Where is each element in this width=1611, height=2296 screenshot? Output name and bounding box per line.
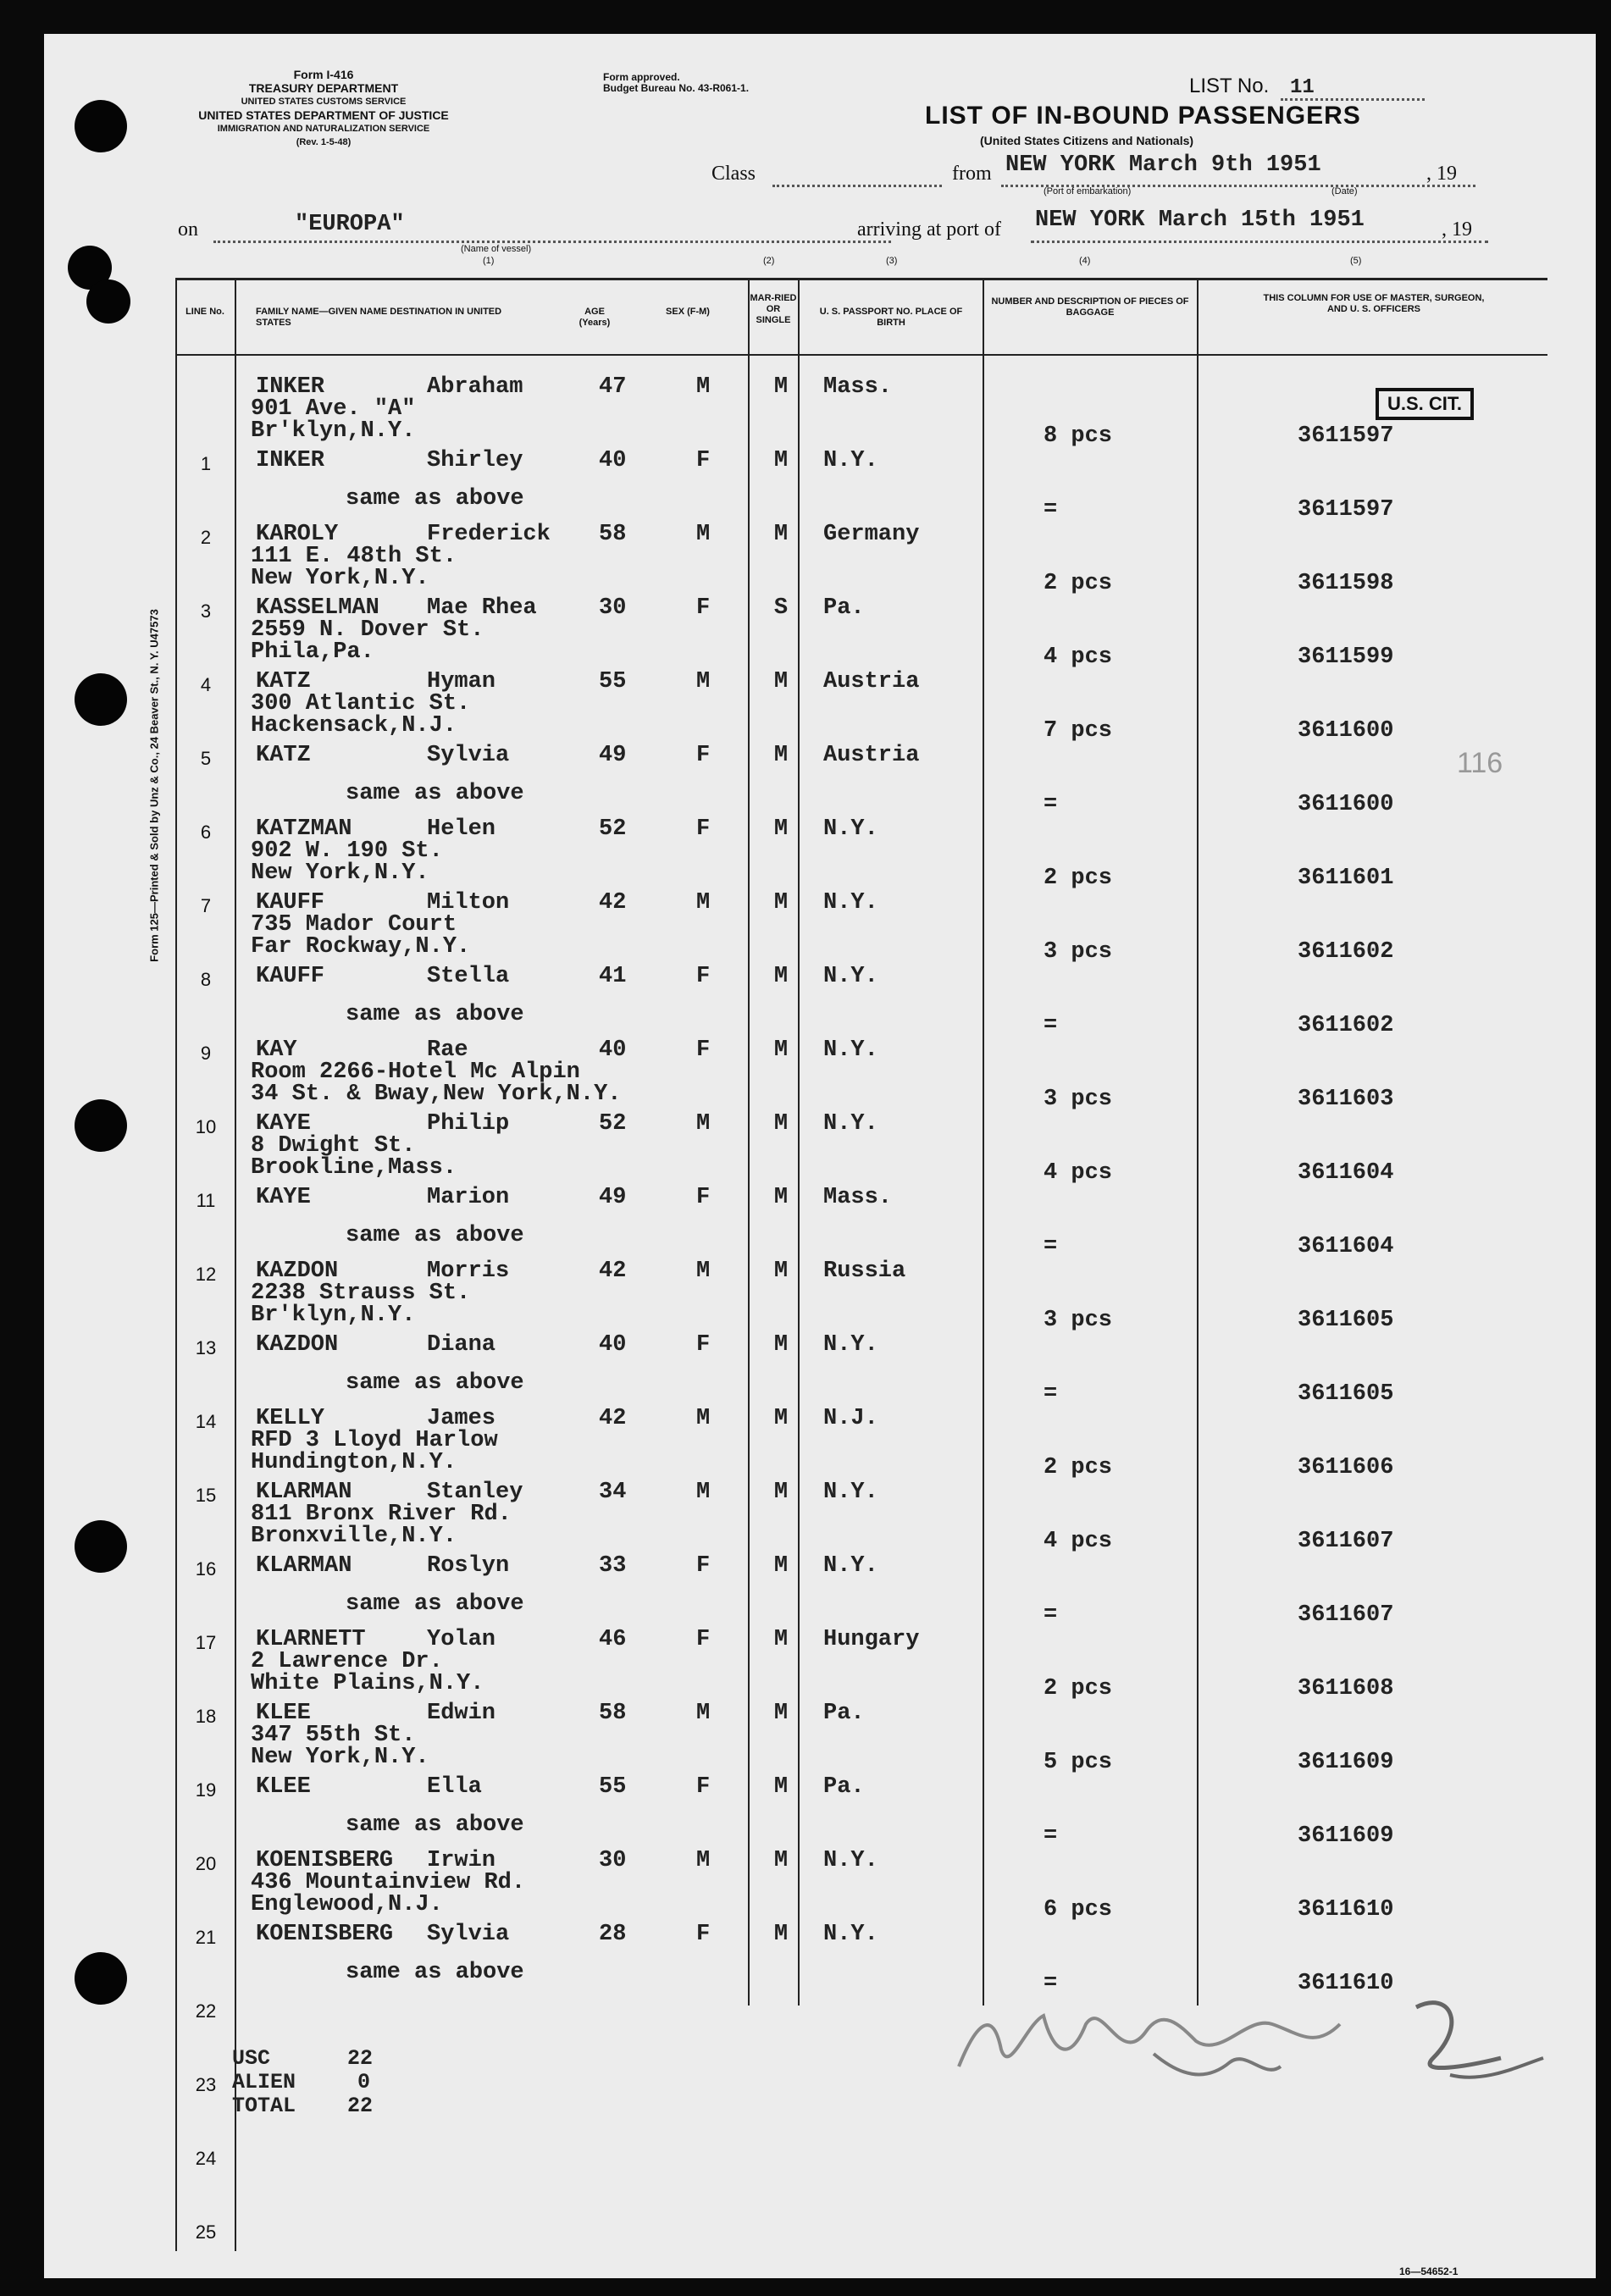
passenger-address-1: same as above [346, 781, 524, 806]
passenger-birthplace: Pa. [823, 1774, 865, 1800]
passenger-sex: F [696, 1185, 711, 1210]
list-no-value: 11 [1289, 76, 1315, 99]
passenger-married: M [773, 448, 789, 473]
passenger-sex: M [696, 1480, 711, 1505]
passenger-baggage: 8 pcs [1044, 423, 1113, 449]
passenger-age: 33 [599, 1553, 627, 1579]
line-number: 12 [195, 1264, 217, 1285]
passenger-sex: F [696, 1774, 711, 1800]
col-header-passport: U. S. PASSPORT NO. PLACE OF BIRTH [819, 307, 963, 328]
passenger-sex: F [696, 448, 711, 473]
passenger-baggage: = [1044, 1971, 1058, 1996]
passenger-address-2: 34 St. & Bway,New York,N.Y. [251, 1082, 622, 1107]
passenger-birthplace: N.J. [823, 1406, 878, 1431]
passenger-family-name: KATZ [256, 743, 311, 768]
passenger-birthplace: N.Y. [823, 1922, 878, 1947]
passenger-number: 3611600 [1298, 792, 1394, 817]
passenger-married: M [773, 1406, 789, 1431]
passenger-address-2: Hackensack,N.J. [251, 713, 457, 739]
passenger-married: M [773, 374, 789, 400]
passenger-given-name: Helen [427, 816, 496, 842]
passenger-address-1: 2559 N. Dover St. [251, 617, 484, 643]
passenger-given-name: Roslyn [427, 1553, 510, 1579]
passenger-baggage: = [1044, 1381, 1058, 1407]
passenger-married: M [773, 890, 789, 916]
passenger-given-name: Rae [427, 1037, 468, 1063]
passenger-address-1: same as above [346, 1591, 524, 1617]
passenger-age: 42 [599, 890, 627, 916]
total-total-value: 22 [347, 2094, 374, 2118]
passenger-married: M [773, 1259, 789, 1284]
passenger-family-name: KOENISBERG [256, 1922, 394, 1947]
passenger-sex: M [696, 1848, 711, 1873]
passenger-age: 41 [599, 964, 627, 989]
passenger-address-2: New York,N.Y. [251, 860, 429, 886]
passenger-baggage: 5 pcs [1044, 1750, 1113, 1775]
class-label: Class [711, 163, 756, 185]
passenger-family-name: KAYE [256, 1111, 311, 1137]
passenger-given-name: Milton [427, 890, 510, 916]
passenger-age: 40 [599, 1332, 627, 1358]
line-number: 7 [200, 895, 212, 916]
passenger-birthplace: N.Y. [823, 1037, 878, 1063]
line-number: 18 [195, 1706, 217, 1727]
passenger-baggage: 4 pcs [1044, 645, 1113, 670]
passenger-family-name: KLEE [256, 1701, 311, 1726]
passenger-birthplace: Pa. [823, 595, 865, 621]
passenger-family-name: INKER [256, 374, 325, 400]
passenger-sex: F [696, 1553, 711, 1579]
passenger-address-2: Bronxville,N.Y. [251, 1524, 457, 1549]
passenger-baggage: 3 pcs [1044, 1087, 1113, 1112]
passenger-number: 3611604 [1298, 1234, 1394, 1259]
line-number: 23 [195, 2074, 217, 2095]
form-footer: 16—54652-1 [1399, 2266, 1459, 2277]
passenger-family-name: KASSELMAN [256, 595, 379, 621]
passenger-address-1: same as above [346, 1812, 524, 1838]
line-number: 5 [200, 748, 212, 769]
passenger-age: 52 [599, 1111, 627, 1137]
total-usc-label: USC [232, 2046, 271, 2071]
passenger-baggage: 2 pcs [1044, 866, 1113, 891]
passenger-birthplace: Austria [823, 669, 920, 694]
line-number: 24 [195, 2148, 217, 2169]
passenger-number: 3611599 [1298, 645, 1394, 670]
passenger-married: M [773, 1332, 789, 1358]
passenger-married: M [773, 1185, 789, 1210]
passenger-family-name: KLARMAN [256, 1480, 352, 1505]
passenger-given-name: Frederick [427, 522, 551, 547]
line-number: 22 [195, 2000, 217, 2022]
passenger-family-name: KAROLY [256, 522, 339, 547]
passenger-age: 58 [599, 1701, 627, 1726]
line-number: 3 [200, 600, 212, 622]
line-number: 15 [195, 1485, 217, 1506]
passenger-age: 30 [599, 595, 627, 621]
col-header-sex: SEX (F-M) [666, 307, 710, 317]
passenger-number: 3611598 [1298, 571, 1394, 596]
passenger-number: 3611597 [1298, 423, 1394, 449]
passenger-baggage: 3 pcs [1044, 939, 1113, 965]
page-title: LIST OF IN-BOUND PASSENGERS [925, 102, 1361, 130]
passenger-baggage: = [1044, 1823, 1058, 1849]
passenger-sex: M [696, 669, 711, 694]
passenger-married: M [773, 1037, 789, 1063]
passenger-family-name: KAZDON [256, 1259, 339, 1284]
line-number: 19 [195, 1779, 217, 1801]
vessel-caption: (Name of vessel) [461, 244, 532, 254]
passenger-number: 3611609 [1298, 1750, 1394, 1775]
passenger-baggage: 3 pcs [1044, 1308, 1113, 1333]
col-num-4: (4) [1079, 256, 1091, 266]
passenger-age: 55 [599, 669, 627, 694]
passenger-baggage: 7 pcs [1044, 718, 1113, 744]
passenger-age: 52 [599, 816, 627, 842]
passenger-number: 3611607 [1298, 1529, 1394, 1554]
passenger-address-1: RFD 3 Lloyd Harlow [251, 1428, 498, 1453]
binder-hole [75, 1099, 127, 1152]
passenger-address-2: Phila,Pa. [251, 639, 374, 665]
total-usc-value: 22 [347, 2046, 374, 2071]
passenger-address-2: Brookline,Mass. [251, 1155, 457, 1181]
passenger-age: 47 [599, 374, 627, 400]
passenger-address-1: same as above [346, 1960, 524, 1985]
passenger-baggage: 2 pcs [1044, 571, 1113, 596]
binder-hole [75, 1520, 127, 1573]
form-left-block [171, 68, 476, 149]
passenger-sex: M [696, 522, 711, 547]
line-number: 14 [195, 1411, 217, 1432]
passenger-married: M [773, 1922, 789, 1947]
passenger-number: 3611606 [1298, 1455, 1394, 1480]
col-header-officers: THIS COLUMN FOR USE OF MASTER, SURGEON, AND U. S. OFFICERS [1263, 293, 1485, 314]
from-tail: , 19 [1426, 163, 1457, 185]
passenger-baggage: 6 pcs [1044, 1897, 1113, 1923]
treasury-dept: TREASURY DEPARTMENT [248, 81, 399, 95]
passenger-given-name: Sylvia [427, 1922, 510, 1947]
passenger-sex: F [696, 1332, 711, 1358]
total-total-label: TOTAL [232, 2094, 296, 2118]
passenger-baggage: = [1044, 1602, 1058, 1628]
passenger-number: 3611600 [1298, 718, 1394, 744]
binder-hole [75, 100, 127, 152]
passenger-given-name: Yolan [427, 1627, 496, 1652]
list-no [1189, 75, 1315, 99]
passenger-address-2: Englewood,N.J. [251, 1892, 443, 1917]
passenger-birthplace: N.Y. [823, 448, 878, 473]
passenger-age: 58 [599, 522, 627, 547]
passenger-family-name: KAY [256, 1037, 297, 1063]
passenger-address-1: 436 Mountainview Rd. [251, 1870, 526, 1895]
passenger-address-2: Br'klyn,N.Y. [251, 418, 416, 444]
passenger-age: 42 [599, 1406, 627, 1431]
passenger-given-name: Sylvia [427, 743, 510, 768]
line-number: 25 [195, 2221, 217, 2243]
passenger-given-name: Stanley [427, 1480, 523, 1505]
passenger-sex: F [696, 595, 711, 621]
passenger-given-name: Diana [427, 1332, 496, 1358]
passenger-address-1: 811 Bronx River Rd. [251, 1502, 512, 1527]
margin-note: 116 [1457, 747, 1503, 779]
line-number: 21 [195, 1927, 217, 1948]
passenger-birthplace: Germany [823, 522, 920, 547]
passenger-married: M [773, 1553, 789, 1579]
passenger-address-1: same as above [346, 1223, 524, 1248]
passenger-sex: F [696, 816, 711, 842]
passenger-birthplace: Hungary [823, 1627, 920, 1652]
passenger-birthplace: Mass. [823, 1185, 893, 1210]
col-num-2: (2) [763, 256, 775, 266]
on-label: on [178, 219, 198, 241]
passenger-age: 30 [599, 1848, 627, 1873]
arriving-tail: , 19 [1442, 219, 1472, 241]
passenger-birthplace: N.Y. [823, 964, 878, 989]
passenger-family-name: INKER [256, 448, 325, 473]
passenger-age: 55 [599, 1774, 627, 1800]
passenger-number: 3611608 [1298, 1676, 1394, 1701]
passenger-given-name: Shirley [427, 448, 523, 473]
passenger-age: 40 [599, 448, 627, 473]
passenger-birthplace: Pa. [823, 1701, 865, 1726]
passenger-given-name: Hyman [427, 669, 496, 694]
total-alien-value: 0 [357, 2070, 371, 2094]
form-approved-line: Form approved. [603, 71, 680, 83]
us-citizen-stamp: U.S. CIT. [1376, 388, 1474, 420]
passenger-address-1: 2238 Strauss St. [251, 1281, 471, 1306]
line-number: 9 [200, 1043, 212, 1064]
form-approved [603, 72, 749, 94]
passenger-given-name: Morris [427, 1259, 510, 1284]
col-num-5: (5) [1350, 256, 1362, 266]
passenger-age: 49 [599, 1185, 627, 1210]
passenger-address-1: 902 W. 190 St. [251, 838, 443, 864]
passenger-number: 3611604 [1298, 1160, 1394, 1186]
passenger-birthplace: Russia [823, 1259, 906, 1284]
passenger-age: 34 [599, 1480, 627, 1505]
passenger-number: 3611597 [1298, 497, 1394, 523]
passenger-birthplace: N.Y. [823, 1848, 878, 1873]
binder-hole [86, 279, 130, 324]
passenger-address-2: White Plains,N.Y. [251, 1671, 484, 1696]
passenger-given-name: Philip [427, 1111, 510, 1137]
customs-service: UNITED STATES CUSTOMS SERVICE [241, 97, 407, 107]
arriving-value: NEW YORK March 15th 1951 [1035, 207, 1365, 233]
line-number: 16 [195, 1558, 217, 1580]
passenger-family-name: KLEE [256, 1774, 311, 1800]
col-num-3: (3) [886, 256, 898, 266]
passenger-given-name: Mae Rhea [427, 595, 537, 621]
line-number: 2 [200, 527, 212, 548]
page-subtitle: (United States Citizens and Nationals) [980, 134, 1194, 147]
passenger-family-name: KLARMAN [256, 1553, 352, 1579]
immigration-service: IMMIGRATION AND NATURALIZATION SERVICE [217, 124, 430, 134]
passenger-sex: F [696, 743, 711, 768]
passenger-address-2: New York,N.Y. [251, 566, 429, 591]
passenger-address-1: same as above [346, 1002, 524, 1027]
col-num-1: (1) [483, 256, 495, 266]
passenger-sex: F [696, 1627, 711, 1652]
passenger-birthplace: N.Y. [823, 1480, 878, 1505]
passenger-family-name: KAUFF [256, 964, 325, 989]
from-label: from [952, 163, 992, 185]
passenger-family-name: KATZMAN [256, 816, 352, 842]
line-number: 1 [200, 453, 212, 474]
binder-hole [75, 673, 127, 726]
passenger-sex: M [696, 1259, 711, 1284]
passenger-birthplace: N.Y. [823, 890, 878, 916]
passenger-married: M [773, 743, 789, 768]
date-caption: (Date) [1331, 186, 1358, 196]
passenger-address-1: Room 2266-Hotel Mc Alpin [251, 1059, 580, 1085]
line-number: 13 [195, 1337, 217, 1358]
passenger-address-1: 2 Lawrence Dr. [251, 1649, 443, 1674]
passenger-address-1: same as above [346, 486, 524, 512]
passenger-number: 3611605 [1298, 1381, 1394, 1407]
passenger-married: M [773, 816, 789, 842]
passenger-sex: M [696, 374, 711, 400]
passenger-sex: F [696, 1922, 711, 1947]
passenger-given-name: Edwin [427, 1701, 496, 1726]
line-number: 20 [195, 1853, 217, 1874]
passenger-age: 28 [599, 1922, 627, 1947]
passenger-birthplace: N.Y. [823, 1553, 878, 1579]
revision: (Rev. 1-5-48) [296, 137, 352, 147]
passenger-address-1: same as above [346, 1370, 524, 1396]
budget-bureau: Budget Bureau No. 43-R061-1. [603, 82, 750, 94]
passenger-baggage: = [1044, 497, 1058, 523]
passenger-number: 3611602 [1298, 1013, 1394, 1038]
passenger-address-1: 111 E. 48th St. [251, 544, 457, 569]
passenger-given-name: Marion [427, 1185, 510, 1210]
passenger-number: 3611602 [1298, 939, 1394, 965]
passenger-address-2: Far Rockway,N.Y. [251, 934, 471, 960]
passenger-family-name: KOENISBERG [256, 1848, 394, 1873]
passenger-number: 3611601 [1298, 866, 1394, 891]
passenger-address-2: Hundington,N.Y. [251, 1450, 457, 1475]
passenger-sex: F [696, 1037, 711, 1063]
passenger-family-name: KAUFF [256, 890, 325, 916]
passenger-married: M [773, 964, 789, 989]
passenger-sex: M [696, 1701, 711, 1726]
list-no-label: LIST No. [1189, 75, 1270, 97]
passenger-baggage: 4 pcs [1044, 1160, 1113, 1186]
passenger-sex: M [696, 1111, 711, 1137]
passenger-family-name: KAYE [256, 1185, 311, 1210]
passenger-age: 40 [599, 1037, 627, 1063]
dept-justice: UNITED STATES DEPARTMENT OF JUSTICE [198, 108, 449, 122]
form-number: Form I-416 [293, 68, 354, 81]
passenger-sex: F [696, 964, 711, 989]
line-number: 17 [195, 1632, 217, 1653]
passenger-address-2: Br'klyn,N.Y. [251, 1303, 416, 1328]
passenger-address-2: New York,N.Y. [251, 1745, 429, 1770]
line-number: 8 [200, 969, 212, 990]
line-number: 6 [200, 822, 212, 843]
passenger-baggage: 2 pcs [1044, 1676, 1113, 1701]
passenger-married: M [773, 1774, 789, 1800]
line-number: 4 [200, 674, 212, 695]
passenger-married: M [773, 1701, 789, 1726]
passenger-age: 46 [599, 1627, 627, 1652]
officer-signature [942, 1973, 1552, 2100]
passenger-baggage: 2 pcs [1044, 1455, 1113, 1480]
passenger-age: 49 [599, 743, 627, 768]
line-number: 10 [195, 1116, 217, 1137]
port-embark-caption: (Port of embarkation) [1044, 186, 1132, 196]
passenger-birthplace: N.Y. [823, 1332, 878, 1358]
col-header-line-no: LINE No. [185, 307, 224, 317]
passenger-family-name: KLARNETT [256, 1627, 366, 1652]
side-printer-text: Form 125—Printed & Sold by Unz & Co., 24 Beaver St., N. Y. U47573 [147, 609, 161, 962]
passenger-married: M [773, 1111, 789, 1137]
passenger-birthplace: Austria [823, 743, 920, 768]
passenger-address-1: 347 55th St. [251, 1723, 416, 1748]
arriving-label: arriving at port of [857, 219, 1001, 241]
passenger-family-name: KELLY [256, 1406, 325, 1431]
line-number: 11 [196, 1190, 216, 1211]
passenger-birthplace: Mass. [823, 374, 893, 400]
passenger-address-1: 300 Atlantic St. [251, 691, 471, 716]
passenger-baggage: = [1044, 1234, 1058, 1259]
passenger-baggage: 4 pcs [1044, 1529, 1113, 1554]
passenger-family-name: KATZ [256, 669, 311, 694]
passenger-given-name: Stella [427, 964, 510, 989]
passenger-given-name: Ella [427, 1774, 482, 1800]
passenger-baggage: = [1044, 1013, 1058, 1038]
passenger-married: M [773, 669, 789, 694]
passenger-given-name: Irwin [427, 1848, 496, 1873]
passenger-address-1: 735 Mador Court [251, 912, 457, 938]
passenger-sex: M [696, 1406, 711, 1431]
passenger-birthplace: N.Y. [823, 816, 878, 842]
col-header-baggage: NUMBER AND DESCRIPTION OF PIECES OF BAGGAGE [991, 296, 1189, 318]
passenger-number: 3611610 [1298, 1971, 1394, 1996]
passenger-birthplace: N.Y. [823, 1111, 878, 1137]
manifest-sheet [44, 34, 1596, 2278]
passenger-married: M [773, 1848, 789, 1873]
passenger-baggage: = [1044, 792, 1058, 817]
passenger-number: 3611609 [1298, 1823, 1394, 1849]
vessel-name: "EUROPA" [295, 212, 405, 237]
passenger-number: 3611610 [1298, 1897, 1394, 1923]
binder-hole [75, 1952, 127, 2005]
passenger-address-1: 901 Ave. "A" [251, 396, 416, 422]
passenger-married: M [773, 522, 789, 547]
passenger-address-1: 8 Dwight St. [251, 1133, 416, 1159]
passenger-married: M [773, 1480, 789, 1505]
passenger-age: 42 [599, 1259, 627, 1284]
passenger-number: 3611603 [1298, 1087, 1394, 1112]
passenger-married: S [773, 595, 789, 621]
passenger-given-name: James [427, 1406, 496, 1431]
passenger-given-name: Abraham [427, 374, 523, 400]
total-alien-label: ALIEN [232, 2070, 296, 2094]
col-header-married: MAR-RIED OR SINGLE [750, 293, 797, 325]
passenger-married: M [773, 1627, 789, 1652]
from-value: NEW YORK March 9th 1951 [1005, 152, 1321, 178]
passenger-family-name: KAZDON [256, 1332, 339, 1358]
passenger-number: 3611607 [1298, 1602, 1394, 1628]
col-header-name: FAMILY NAME—GIVEN NAME DESTINATION IN UNITED STATES [256, 307, 502, 328]
col-header-age: AGE (Years) [579, 307, 611, 328]
passenger-number: 3611605 [1298, 1308, 1394, 1333]
passenger-sex: M [696, 890, 711, 916]
